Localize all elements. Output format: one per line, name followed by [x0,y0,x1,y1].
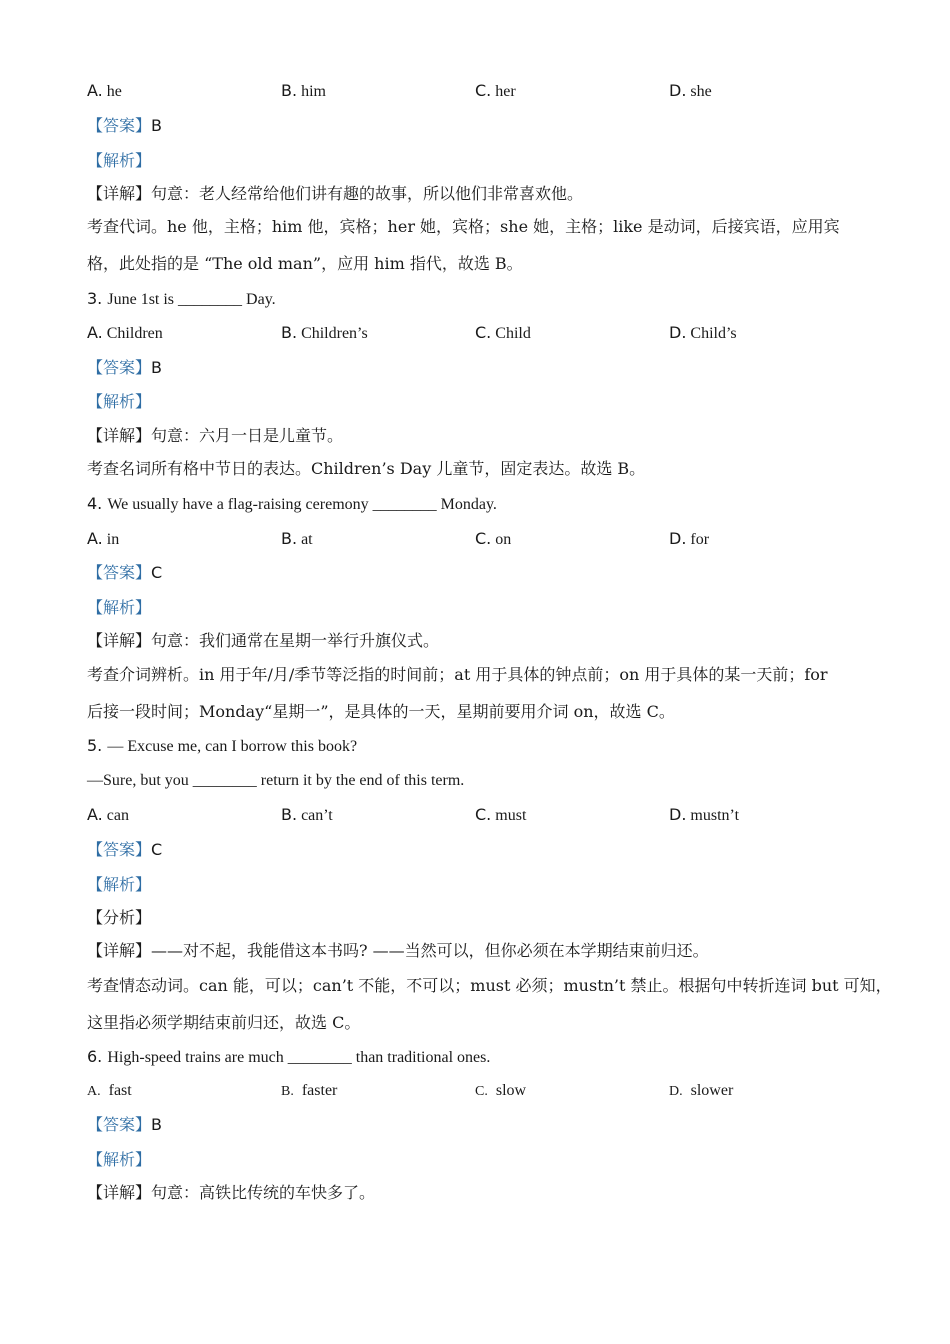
option-b: B. at [281,529,313,548]
question-5-line-2: —Sure, but you ________ return it by the end of this term. [87,772,465,789]
option-b: B. faster [281,1082,338,1099]
option-d: D. mustn’t [669,805,740,824]
option-d: D. she [669,81,712,100]
question-3: 3. June 1st is ________ Day. [87,289,276,308]
option-a: A. Children [87,323,163,342]
question-4: 4. We usually have a flag-raising ceremony ________ Monday. [87,494,497,513]
option-c: C. her [475,81,516,100]
analysis-tag: 【解析】 [87,151,152,170]
answer-line: 【答案】B [87,358,162,377]
analysis-tag: 【解析】 [87,598,152,617]
question-5: 5. — Excuse me, can I borrow this book? [87,736,358,755]
explanation-line: 考查介词辨析。in 用于年/月/季节等泛指的时间前；at 用于具体的钟点前；on 用于具体的某一天前；for [87,665,828,684]
option-a: A. can [87,805,129,824]
option-a: A. fast [87,1082,132,1099]
option-a: A. he [87,81,122,100]
explanation-line: 考查代词。he 他，主格；him 他，宾格；her 她，宾格；she 她，主格；like 是动词，后接宾语，应用宾 [87,217,840,236]
option-d: D. Child’s [669,323,737,342]
detail-line: 【详解】句意：高铁比传统的车快多了。 [87,1183,376,1202]
explanation-line: 这里指必须学期结束前归还，故选 C。 [87,1013,361,1032]
option-c: C. on [475,529,512,548]
option-b: B. Children’s [281,323,368,342]
option-c: C. must [475,805,527,824]
option-b: B. him [281,81,326,100]
option-c: C. Child [475,323,531,342]
analysis-tag: 【解析】 [87,392,152,411]
detail-line: 【详解】句意：老人经常给他们讲有趣的故事，所以他们非常喜欢他。 [87,184,584,203]
explanation-line: 后接一段时间；Monday“星期一”，是具体的一天，星期前要用介词 on，故选 C。 [87,702,675,721]
option-c: C. slow [475,1082,527,1099]
option-a: A. in [87,529,120,548]
explanation-line: 考查名词所有格中节日的表达。Children’s Day 儿童节，固定表达。故选 B。 [87,459,646,478]
question-6: 6. High-speed trains are much ________ than traditional ones. [87,1047,491,1066]
answer-line: 【答案】B [87,116,162,135]
fenxi-tag: 【分析】 [87,908,152,927]
explanation-line: 考查情态动词。can 能，可以；can’t 不能，不可以；must 必须；mustn’t 禁止。根据句中转折连词 but 可知， [87,976,892,995]
analysis-tag: 【解析】 [87,1150,152,1169]
answer-line: 【答案】C [87,840,163,859]
option-d: D. for [669,529,710,548]
option-b: B. can’t [281,805,333,824]
detail-line: 【详解】句意：六月一日是儿童节。 [87,426,344,445]
detail-line: 【详解】——对不起，我能借这本书吗? ——当然可以，但你必须在本学期结束前归还。 [87,941,709,960]
answer-line: 【答案】C [87,563,163,582]
detail-line: 【详解】句意：我们通常在星期一举行升旗仪式。 [87,631,440,650]
answer-line: 【答案】B [87,1115,162,1134]
option-d: D. slower [669,1082,734,1099]
explanation-line: 格，此处指的是 “The old man”，应用 him 指代，故选 B。 [87,254,523,273]
analysis-tag: 【解析】 [87,875,152,894]
